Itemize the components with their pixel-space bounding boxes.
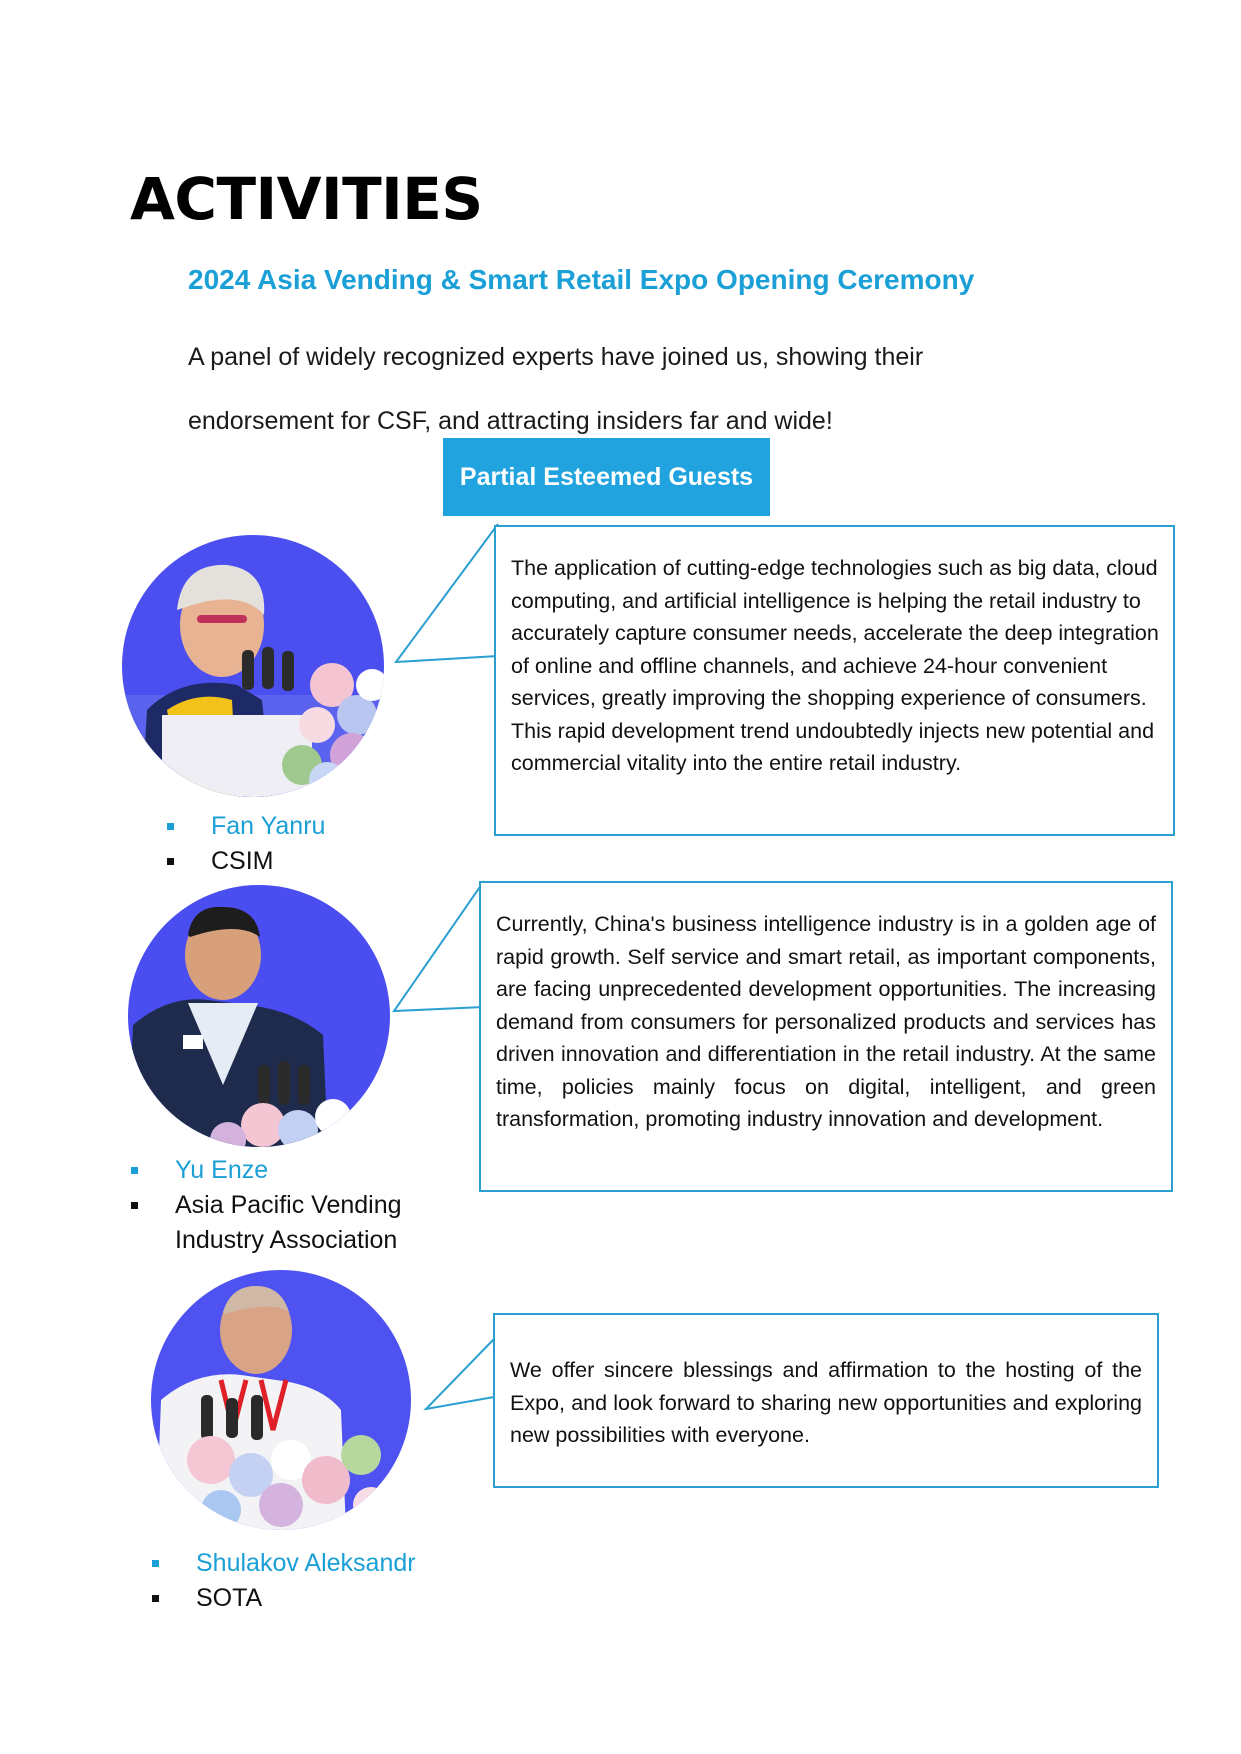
bullet-icon: [131, 1167, 138, 1174]
guest-info-shulakov-aleksandr: [152, 1546, 416, 1616]
guest-quote-box-3: [493, 1313, 1159, 1488]
guest-quote-text: Currently, China's business intelligence industry is in a golden age of rapid growth. Self service and smart retail, as important components, are facing unprecedented development opportunities. The increasing demand from consumers for personalized products and services has driven innovation and differentiation in the retail industry. At the same time, policies mainly focus on digital, intelligent, and green transformation, promoting industry innovation and development.: [496, 912, 1156, 1131]
bullet-icon: [152, 1560, 159, 1567]
guest-organization-line-2: Industry Association: [175, 1226, 398, 1254]
bullet-icon: [167, 858, 174, 865]
quote-pointer-2: [388, 877, 492, 1017]
quote-pointer-1: [390, 520, 508, 670]
guest-name-text: Shulakov Aleksandr: [196, 1549, 416, 1577]
guest-name-text: Fan Yanru: [211, 812, 326, 840]
page-title: ACTIVITIES: [130, 165, 483, 233]
guest-photo-yu-enze: [128, 885, 390, 1147]
bullet-icon: [131, 1202, 138, 1209]
guest-quote-text: The application of cutting-edge technologies such as big data, cloud computing, and artificial intelligence is helping the retail industry to accurately capture consumer needs, accelerate the deep integration of online and offline channels, and achieve 24-hour convenient services, greatly improving the shopping experience of consumers. This rapid development trend undoubtedly injects new potential and commercial vitality into the entire retail industry.: [511, 556, 1159, 775]
guest-organization-line-1: Asia Pacific Vending: [175, 1191, 402, 1219]
guest-info-yu-enze: [131, 1153, 402, 1258]
guest-name: [131, 1153, 402, 1188]
guest-name: [167, 809, 325, 844]
guest-photo-shulakov-aleksandr: [151, 1270, 411, 1530]
intro-line-1: A panel of widely recognized experts have joined us, showing their: [188, 343, 924, 371]
quote-pointer-3: [420, 1335, 500, 1415]
guest-organization: [167, 844, 325, 879]
guest-name-text: Yu Enze: [175, 1156, 269, 1184]
guest-quote-box-2: [479, 881, 1173, 1192]
guest-organization: [131, 1188, 402, 1258]
guest-name: [152, 1546, 416, 1581]
intro-line-2: endorsement for CSF, and attracting insiders far and wide!: [188, 407, 833, 435]
guest-photo-fan-yanru: [122, 535, 384, 797]
event-subtitle: 2024 Asia Vending & Smart Retail Expo Opening Ceremony: [188, 264, 975, 295]
guest-info-fan-yanru: [167, 809, 325, 879]
guest-quote-box-1: [494, 525, 1175, 836]
guest-quote-text: We offer sincere blessings and affirmation to the hosting of the Expo, and look forward to sharing new opportunities and exploring new possibilities with everyone.: [510, 1358, 1142, 1447]
guest-organization: [152, 1581, 416, 1616]
guest-organization-text: SOTA: [196, 1584, 263, 1612]
guest-organization-text: CSIM: [211, 847, 274, 875]
guests-badge: Partial Esteemed Guests: [443, 438, 770, 516]
bullet-icon: [152, 1595, 159, 1602]
intro-paragraph: [188, 325, 1088, 453]
bullet-icon: [167, 823, 174, 830]
